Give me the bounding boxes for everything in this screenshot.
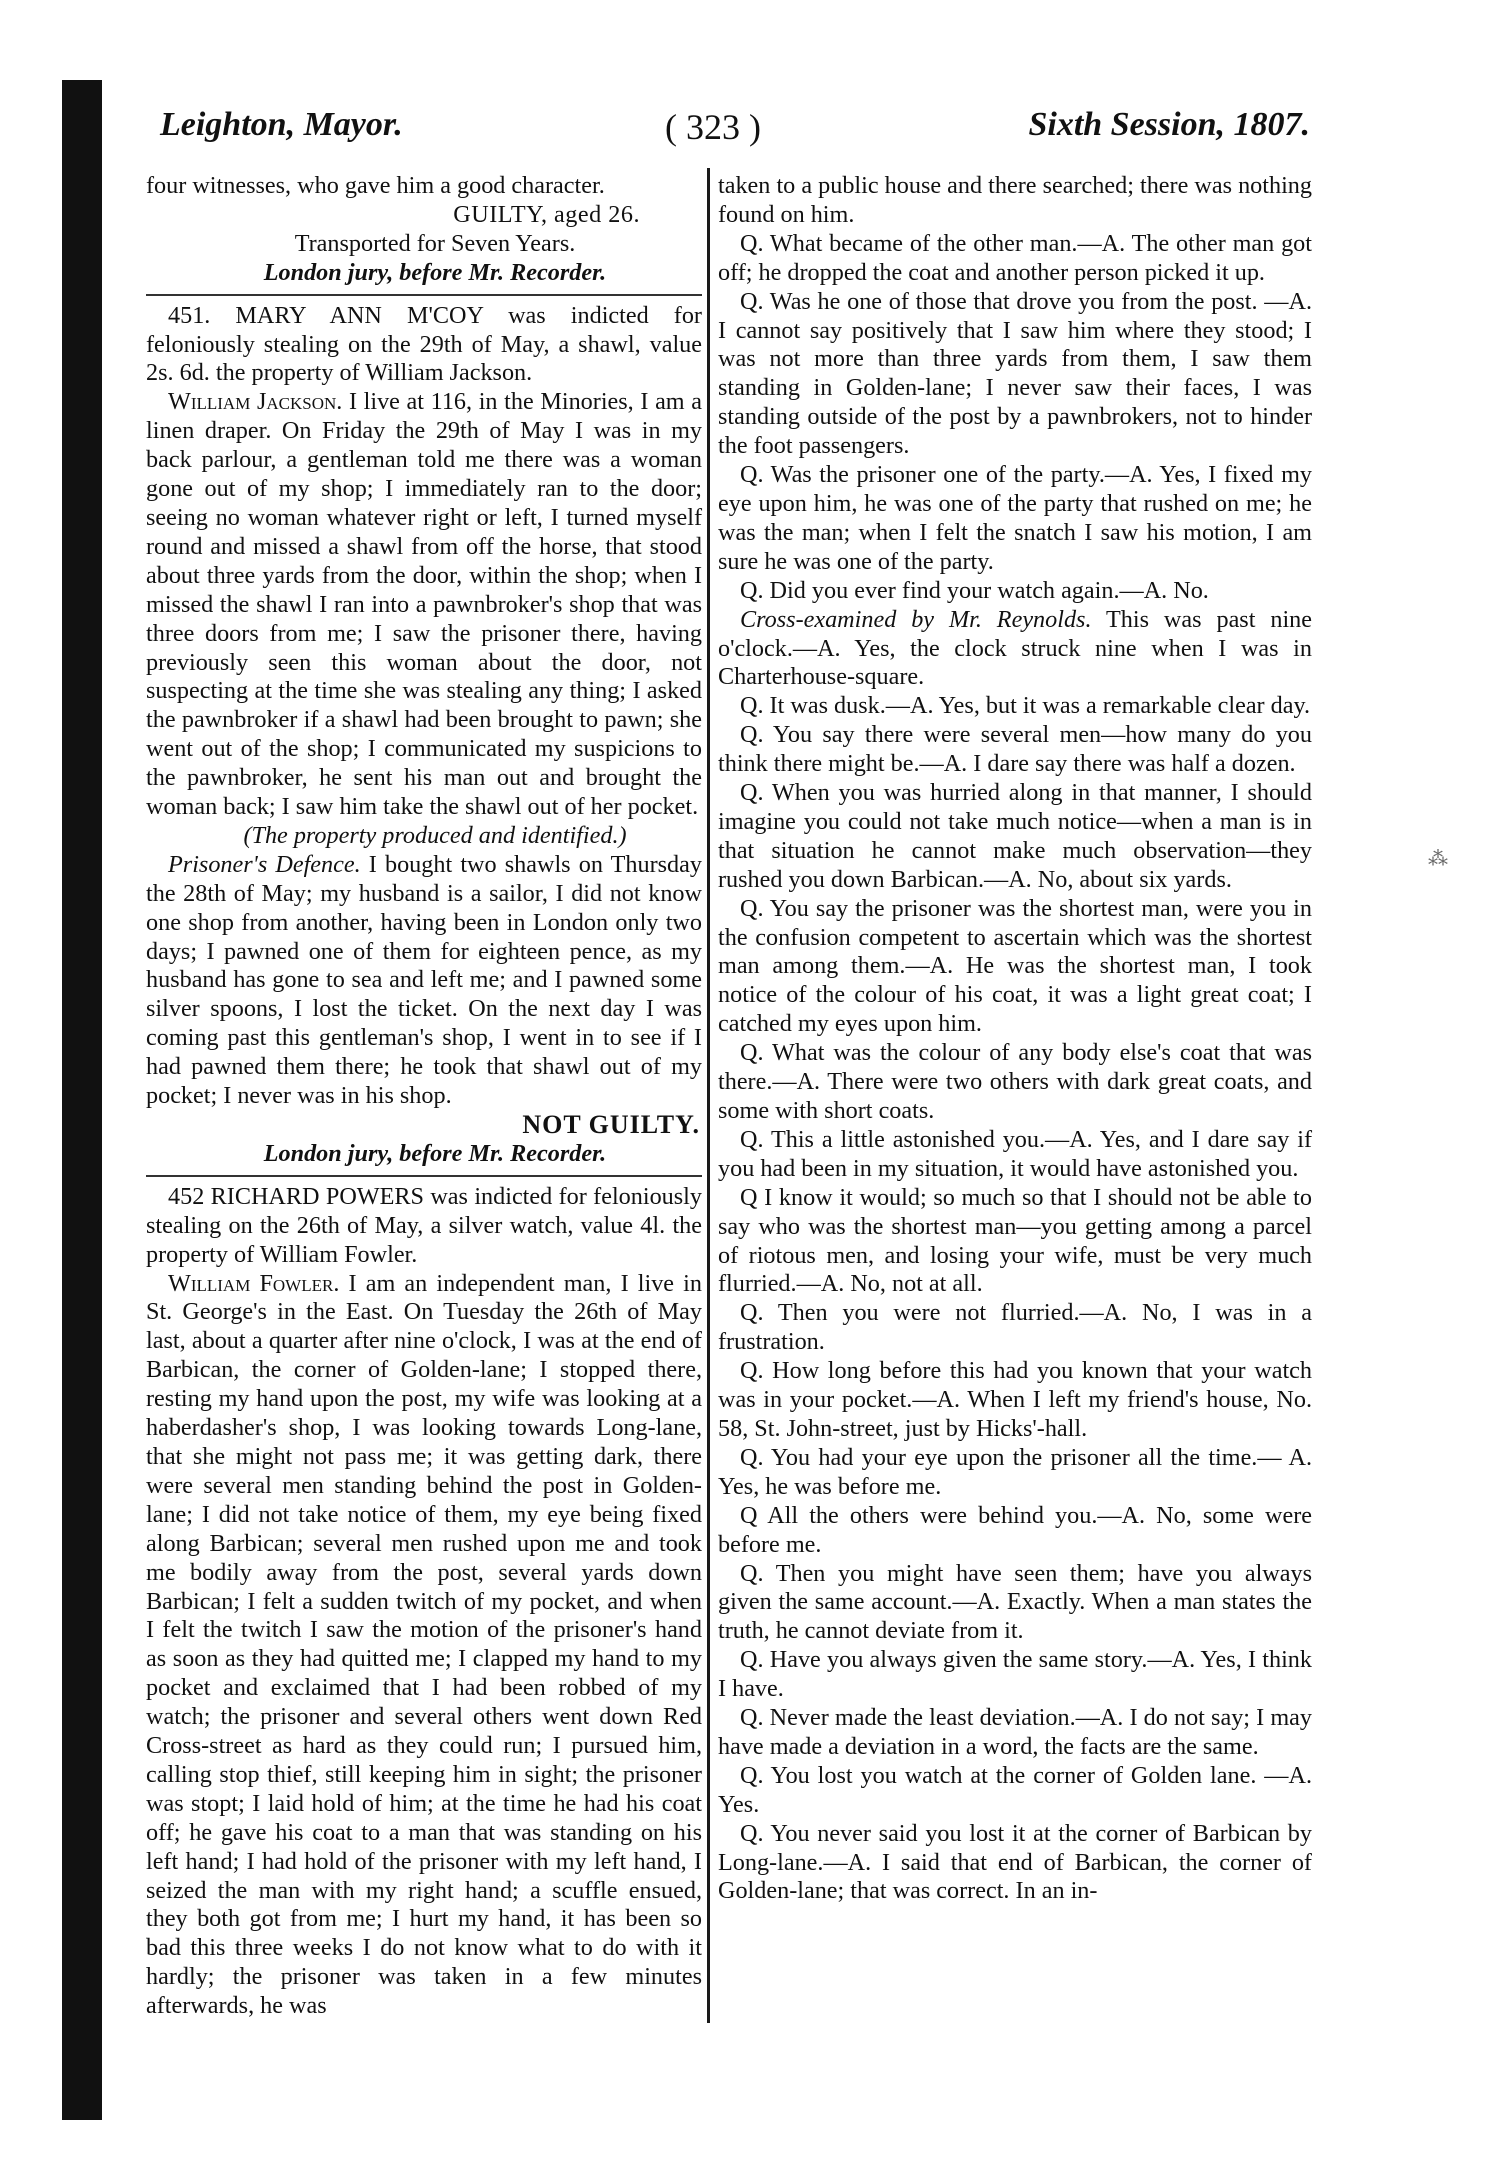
question-answer: Q. Did you ever find your watch again.—A. No. [740,576,1209,604]
section-divider [146,294,702,296]
verdict: GUILTY, aged 26. [453,200,640,228]
question-answer: Q. Then you might have seen them; have you always given the same account.—A. Exactly. When a man states the truth, he cannot deviate from it. [718,1559,1312,1645]
section-divider [146,1175,702,1177]
cross-text: This was past nine o'clock.—A. Yes, the clock struck nine when I was in Charterhouse-square. [718,605,1312,691]
margin-mark: ⁂ [1428,848,1448,870]
testimony-text: I live at 116, in the Minories, I am a linen draper. On Friday the 29th of May I was in my back parlour, a gentleman told me there was a woman gone out of my shop; I immediately ran to the door; seeing no woman whatever right or left, I turned myself round and missed a shawl from off the horse, that stood about three yards from the door, within the shop; when I missed the shawl I ran into a pawnbroker's shop that was three doors from me; I saw the prisoner there, having previously seen this woman about the door, not suspecting at the time she was stealing any thing; I asked the pawnbroker if a shawl had been brought to pawn; she went out of the shop; I communicated my suspicions to the pawnbroker, he sent his man out and brought the woman back; I saw him take the shawl out of her pocket. [146,388,702,821]
jury-line: London jury, before Mr. Recorder. [263,1139,607,1167]
witness-name: William Jackson. [168,388,343,416]
running-header [160,106,1310,154]
defence [146,851,702,1111]
question-answer: Q. Then you were not flurried.—A. No, I was in a frustration. [718,1299,1312,1356]
page-number: ( 323 ) [665,107,761,147]
jury-line: London jury, before Mr. Recorder. [263,258,607,286]
paragraph: four witnesses, who gave him a good character. [146,172,605,199]
question-answer: Q. How long before this had you known that your watch was in your pocket.—A. When I left my friend's house, No. 58, St. John-street, just by Hicks'-hall. [718,1357,1312,1442]
defence-label: Prisoner's Defence. [168,850,361,878]
question-answer: Q. You lost you watch at the corner of Golden lane. —A. Yes. [718,1761,1312,1818]
testimony [146,388,702,822]
witness-name: William Fowler. [168,1269,340,1297]
question-answer: Q. What became of the other man.—A. The other man got off; he dropped the coat and another person picked it up. [718,229,1312,286]
question-answer: Q. You say there were several men—how many do you think there might be.—A. I dare say there was half a dozen. [718,721,1312,778]
exhibit-note: (The property produced and identified.) [243,821,627,849]
defence-text: I bought two shawls on Thursday the 28th of May; my husband is a sailor, I did not know one shop from another, having been in London only two days; I pawned one of them for eighteen pence, as my husband has gone to sea and left me; and I pawned some silver spoons, I lost the ticket. On the next day I was coming past this gentleman's shop, I went in to see if I had pawned them there; he took that shawl out of my pocket; I never was in his shop. [146,850,702,1110]
question-answer: Q. What was the colour of any body else's coat that was there.—A. There were two others with dark great coats, and some with short coats. [718,1039,1312,1124]
question-answer: Q. Never made the least deviation.—A. I do not say; I may have made a deviation in a word, the facts are the same. [718,1704,1312,1760]
question-answer: Q. You never said you lost it at the corner of Barbican by Long-lane.—A. I said that end of Barbican, the corner of Golden-lane; that was correct. In an in- [718,1819,1312,1905]
right-column [718,172,1312,1906]
question-answer: Q. Was the prisoner one of the party.—A. Yes, I fixed my eye upon him, he was one of the party that rushed on me; he was the man; when I felt the snatch I saw his motion, I am sure he was one of the party. [718,461,1312,575]
left-column [146,172,702,2021]
question-answer: Q I know it would; so much so that I should not be able to say who was the shortest man—you getting among a parcel of riotous men, and losing your wife, must be very much flurried.—A. No, not at all. [718,1183,1312,1298]
binding-shadow [62,80,102,2120]
question-answer: Q All the others were behind you.—A. No, some were before me. [718,1501,1312,1558]
question-answer: Q. This a little astonished you.—A. Yes, and I dare say if you had been in my situation, it would have astonished you. [718,1125,1312,1182]
sentence: Transported for Seven Years. [294,229,576,257]
cross-examination [718,606,1312,693]
header-session: Sixth Session, 1807. [1028,106,1310,143]
case-heading: 451. MARY ANN M'COY was indicted for feloniously stealing on the 29th of May, a shawl, value 2s. 6d. the property of William Jackson. [146,301,702,387]
question-answer: Q. It was dusk.—A. Yes, but it was a remarkable clear day. [740,692,1311,720]
testimony [146,1270,702,2022]
question-answer: Q. Was he one of those that drove you from the post. —A. I cannot say positively that I saw him where they stood; I was not more than three yards from them, I saw them standing in Golden-lane; I never saw their faces, I was standing outside of the post by a pawnbrokers, not to hinder the foot passengers. [718,287,1312,460]
column-divider [707,168,710,2023]
paragraph: taken to a public house and there searched; there was nothing found on him. [718,172,1312,228]
testimony-text: I am an independent man, I live in St. George's in the East. On Tuesday the 26th of May last, about a quarter after nine o'clock, I was at the end of Barbican, the corner of Golden-lane; I stopped there, resting my hand upon the post, my wife was looking at a haberdasher's shop, I was looking towards Long-lane, that she might not pass me; it was getting dark, there were several men standing behind the post in Golden-lane; I did not take notice of them, my eye being fixed along Barbican; several men rushed upon me and took me bodily away from the post, several yards down Barbican; I felt a sudden twitch of my pocket, and when I felt the twitch I saw the motion of the prisoner's hand as soon as they had quitted me; I clapped my hand to my pocket and exclaimed that I had been robbed of my watch; the prisoner and several others went down Red Cross-street as hard as they could run; I pursued him, calling stop thief, still keeping him in sight; the prisoner was stopt; I laid hold of him; at the time he had his coat off; he gave his coat to a man that was standing on his left hand; I had hold of the prisoner with my left hand, I seized the man with my right hand; a scuffle ensued, they both got from me; I hurt my hand, it has been so bad this three weeks I do not know what to do with it hardly; the prisoner was taken in a few minutes afterwards, he was [146,1269,702,2020]
question-answer: Q. You say the prisoner was the shortest man, were you in the confusion competent to ascertain which was the shortest man among them.—A. He was the shortest man, I took notice of the colour of his coat, it was a light great coat; I catched my eyes upon him. [718,894,1312,1038]
cross-label: Cross-examined by Mr. Reynolds. [740,605,1092,633]
question-answer: Q. When you was hurried along in that manner, I should imagine you could not take much notice—when a man is in that situation he cannot make much observation—they rushed you down Barbican.—A. No, about six yards. [718,779,1312,893]
case-heading: 452 RICHARD POWERS was indicted for feloniously stealing on the 26th of May, a silver watch, value 4l. the property of William Fowler. [146,1182,702,1268]
verdict: NOT GUILTY. [522,1110,700,1139]
header-mayor: Leighton, Mayor. [160,106,403,143]
question-answer: Q. You had your eye upon the prisoner all the time.— A. Yes, he was before me. [718,1443,1312,1500]
question-answer: Q. Have you always given the same story.—A. Yes, I think I have. [718,1646,1312,1703]
